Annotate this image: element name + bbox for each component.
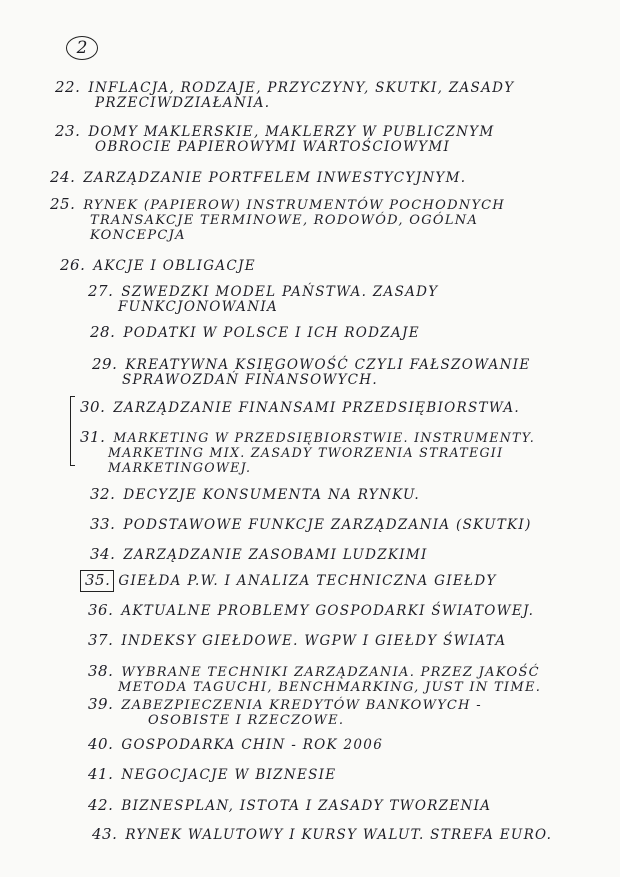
topic-number: 29. [92, 355, 118, 373]
topic-text: GOSPODARKA CHIN - ROK 2006 [121, 737, 384, 753]
topic-text-continued: KONCEPCJA [90, 228, 186, 243]
topic-number: 41. [88, 765, 114, 783]
topic-item [88, 284, 439, 315]
topic-text: WYBRANE TECHNIKI ZARZĄDZANIA. PRZEZ JAKOŚĆ [121, 665, 540, 680]
topic-number: 30. [80, 398, 106, 416]
topic-item [88, 737, 383, 753]
topic-item [90, 325, 420, 341]
topic-text-continued: MARKETING MIX. ZASADY TWORZENIA STRATEGII [108, 445, 504, 460]
topic-text: INDEKSY GIEŁDOWE. WGPW I GIEŁDY ŚWIATA [121, 633, 507, 649]
topic-text-continued: PRZECIWDZIAŁANIA. [95, 95, 271, 111]
topic-number: 36. [88, 601, 114, 619]
topic-item [50, 170, 466, 186]
topic-item [55, 124, 495, 155]
topic-number: 35. [85, 571, 111, 589]
topic-item [88, 603, 534, 619]
topic-number: 37. [88, 631, 114, 649]
topic-number: 28. [90, 323, 116, 341]
topic-item [88, 798, 491, 814]
topic-text: ZABEZPIECZENIA KREDYTÓW BANKOWYCH - [121, 698, 482, 713]
topic-number: 34. [90, 545, 116, 563]
topic-number: 42. [88, 796, 114, 814]
topic-text: RYNEK WALUTOWY I KURSY WALUT. STREFA EURO. [125, 827, 553, 843]
topic-text: INFLACJA, RODZAJE, PRZYCZYNY, SKUTKI, ZASADY [88, 80, 515, 96]
topic-text: SZWEDZKI MODEL PAŃSTWA. ZASADY [121, 284, 439, 300]
topic-item [92, 827, 552, 843]
topic-number: 38. [88, 662, 114, 680]
topic-item [90, 487, 420, 503]
topic-text-continued: MARKETINGOWEJ. [108, 460, 252, 475]
topic-text: ZARZĄDZANIE ZASOBAMI LUDZKIMI [123, 547, 428, 563]
topic-item [80, 430, 535, 475]
topic-number: 43. [92, 825, 118, 843]
topic-text: DECYZJE KONSUMENTA NA RYNKU. [123, 487, 421, 503]
topic-item [88, 697, 482, 728]
topic-text: MARKETING W PRZEDSIĘBIORSTWIE. INSTRUMENTY. [113, 430, 536, 445]
topic-number: 25. [50, 195, 76, 213]
topic-text-continued: SPRAWOZDAŃ FINANSOWYCH. [122, 372, 378, 388]
topic-number: 27. [88, 282, 114, 300]
topic-item [80, 400, 520, 416]
topic-text-continued: FUNKCJONOWANIA [118, 299, 279, 315]
topic-text: NEGOCJACJE W BIZNESIE [121, 767, 337, 783]
topic-item [55, 80, 514, 111]
topic-number: 39. [88, 695, 114, 713]
topic-item [88, 664, 541, 695]
topic-number: 23. [55, 122, 81, 140]
topic-number: 32. [90, 485, 116, 503]
topic-text-continued: OSOBISTE I RZECZOWE. [148, 713, 345, 728]
topic-text: PODATKI W POLSCE I ICH RODZAJE [123, 325, 420, 341]
topic-number: 24. [50, 168, 76, 186]
page-number: 2 [66, 36, 98, 60]
topic-item [92, 357, 531, 388]
topic-text: ZARZĄDZANIE FINANSAMI PRZEDSIĘBIORSTWA. [113, 400, 520, 416]
topic-item [88, 767, 336, 783]
topic-text: ZARZĄDZANIE PORTFELEM INWESTYCYJNYM. [83, 170, 467, 186]
bracket-mark [70, 396, 75, 466]
topic-item [90, 517, 532, 533]
topic-text: DOMY MAKLERSKIE, MAKLERZY W PUBLICZNYM [88, 124, 495, 140]
topic-item [60, 258, 256, 274]
topic-number: 40. [88, 735, 114, 753]
topic-item [88, 633, 506, 649]
topic-text-continued: TRANSAKCJE TERMINOWE, RODOWÓD, OGÓLNA [90, 213, 479, 228]
topic-item [90, 547, 428, 563]
topic-number: 26. [60, 256, 86, 274]
topic-item [50, 197, 505, 243]
topic-text: KREATYWNA KSIĘGOWOŚĆ CZYLI FAŁSZOWANIE [125, 357, 531, 373]
topic-text: AKCJE I OBLIGACJE [93, 258, 256, 274]
topic-number: 31. [80, 428, 106, 446]
topic-number: 22. [55, 78, 81, 96]
topic-text-continued: OBROCIE PAPIEROWYMI WARTOŚCIOWYMI [95, 139, 451, 155]
topic-text: GIEŁDA P.W. I ANALIZA TECHNICZNA GIEŁDY [118, 573, 497, 589]
topic-text: RYNEK (PAPIEROW) INSTRUMENTÓW POCHODNYCH [83, 198, 506, 213]
topic-text: BIZNESPLAN, ISTOTA I ZASADY TWORZENIA [121, 798, 492, 814]
topic-number: 33. [90, 515, 116, 533]
topic-item [85, 573, 497, 589]
topic-text-continued: METODA TAGUCHI, BENCHMARKING, JUST IN TIME. [118, 680, 542, 695]
topic-text: AKTUALNE PROBLEMY GOSPODARKI ŚWIATOWEJ. [121, 603, 535, 619]
topic-text: PODSTAWOWE FUNKCJE ZARZĄDZANIA (SKUTKI) [123, 517, 532, 533]
